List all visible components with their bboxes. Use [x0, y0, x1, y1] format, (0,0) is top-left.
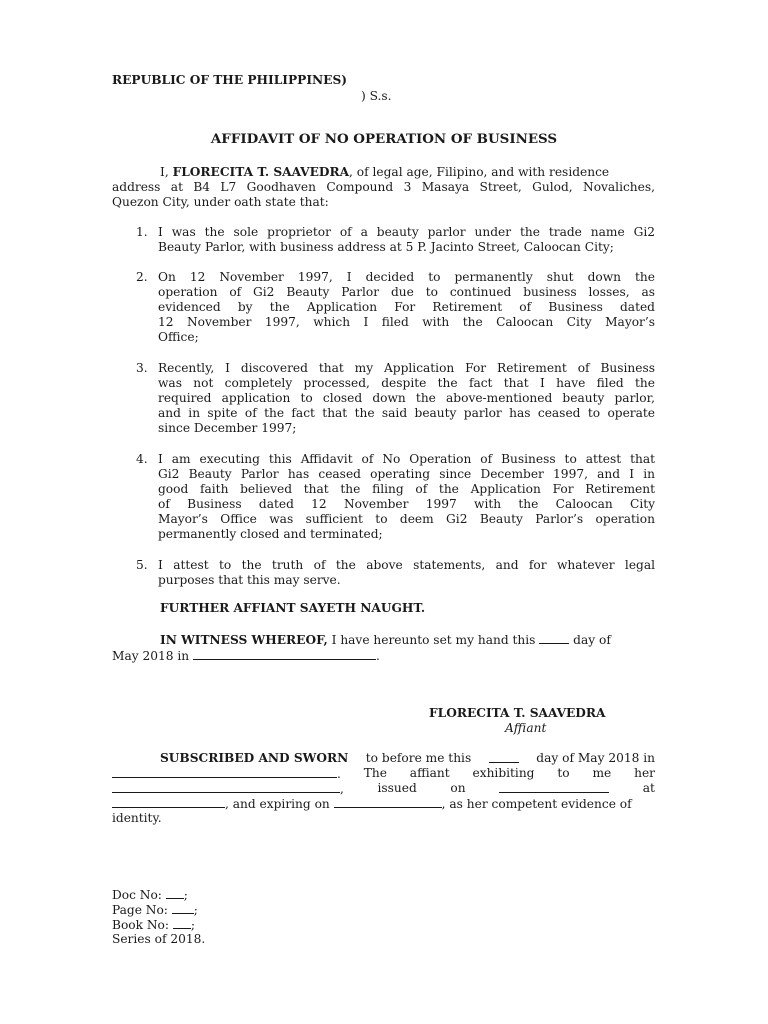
page-no-blank: [172, 902, 194, 914]
intro-line-1: I, FLORECITA T. SAAVEDRA, of legal age, Filipino, and with residence: [160, 165, 610, 179]
statement-line: since December 1997;: [158, 421, 297, 435]
jurat-line-2: . The affiant exhibiting to me her: [112, 766, 655, 782]
intro-line-2: address at B4 L7 Goodhaven Compound 3 Masaya Street, Gulod, Novaliches,: [112, 180, 655, 194]
doc-no-line: Doc No: ;: [112, 888, 188, 902]
jurat-line-3: , issued on at: [112, 781, 655, 797]
statement-line: purposes that this may serve.: [158, 573, 341, 587]
statement-line: 12 November 1997, which I filed with the Caloocan City Mayor’s: [158, 315, 655, 329]
statement-line: required application to closed down the above-mentioned beauty parlor,: [158, 391, 655, 405]
statement-number: 1.: [136, 225, 148, 239]
expiry-blank: [334, 796, 442, 808]
document-title: AFFIDAVIT OF NO OPERATION OF BUSINESS: [210, 131, 558, 147]
statement-line: I am executing this Affidavit of No Operation of Business to attest that: [158, 452, 655, 466]
doc-no-blank: [166, 887, 184, 899]
statement-line: Mayor’s Office was sufficient to deem Gi2 Beauty Parlor’s operation: [158, 512, 655, 526]
statement-line: Gi2 Beauty Parlor has ceased operating since December 1997, and I in: [158, 467, 655, 481]
statement-line: Office;: [158, 330, 199, 344]
statement-line: Recently, I discovered that my Application For Retirement of Business: [158, 361, 655, 375]
jurat-line-1: SUBSCRIBED AND SWORN to before me this day of May 2018 in: [160, 751, 655, 765]
series-line: Series of 2018.: [112, 932, 206, 946]
affiant-name-inline: FLORECITA T. SAAVEDRA: [172, 165, 350, 179]
place-blank: [193, 648, 376, 660]
id-blank: [112, 781, 340, 793]
statement-line: was not completely processed, despite the fact that I have filed the: [158, 376, 655, 390]
book-no-blank: [173, 917, 191, 929]
statement-line: permanently closed and terminated;: [158, 527, 383, 541]
statement-number: 2.: [136, 270, 148, 284]
statement-number: 4.: [136, 452, 148, 466]
witness-line-1: IN WITNESS WHEREOF, I have hereunto set my hand this day of: [160, 633, 611, 647]
witness-line-2: May 2018 in .: [112, 649, 380, 663]
statement-line: I was the sole proprietor of a beauty parlor under the trade name Gi2: [158, 225, 655, 239]
statement-line: On 12 November 1997, I decided to permanently shut down the: [158, 270, 655, 284]
day-blank: [539, 632, 569, 644]
issue-place-blank: [112, 796, 225, 808]
intro-line-3: Quezon City, under oath state that:: [112, 195, 329, 209]
statement-line: good faith believed that the filing of the Application For Retirement: [158, 482, 655, 496]
statement-line: evidenced by the Application For Retirement of Business dated: [158, 300, 655, 314]
jurat-place-blank: [112, 766, 337, 778]
statement-line: I attest to the truth of the above statements, and for whatever legal: [158, 558, 655, 572]
further-affiant-line: FURTHER AFFIANT SAYETH NAUGHT.: [160, 601, 426, 615]
republic-line: REPUBLIC OF THE PHILIPPINES): [112, 73, 348, 87]
statement-number: 5.: [136, 558, 148, 572]
statement-line: Beauty Parlor, with business address at 5 P. Jacinto Street, Caloocan City;: [158, 240, 614, 254]
statement-line: of Business dated 12 November 1997 with the Caloocan City: [158, 497, 655, 511]
statement-number: 3.: [136, 361, 148, 375]
statement-line: and in spite of the fact that the said beauty parlor has ceased to operate: [158, 406, 655, 420]
jurat-line-5: identity.: [112, 811, 162, 825]
book-no-line: Book No: ;: [112, 918, 195, 932]
issue-date-blank: [499, 781, 609, 793]
ss-line: ) S.s.: [361, 89, 392, 103]
jurat-line-4: , and expiring on , as her competent evidence of: [112, 796, 655, 812]
statement-line: operation of Gi2 Beauty Parlor due to continued business losses, as: [158, 285, 655, 299]
signatory-name: FLORECITA T. SAAVEDRA: [429, 706, 606, 720]
jurat-day-blank: [489, 751, 519, 763]
signatory-role: Affiant: [505, 721, 547, 735]
page-no-line: Page No: ;: [112, 903, 198, 917]
